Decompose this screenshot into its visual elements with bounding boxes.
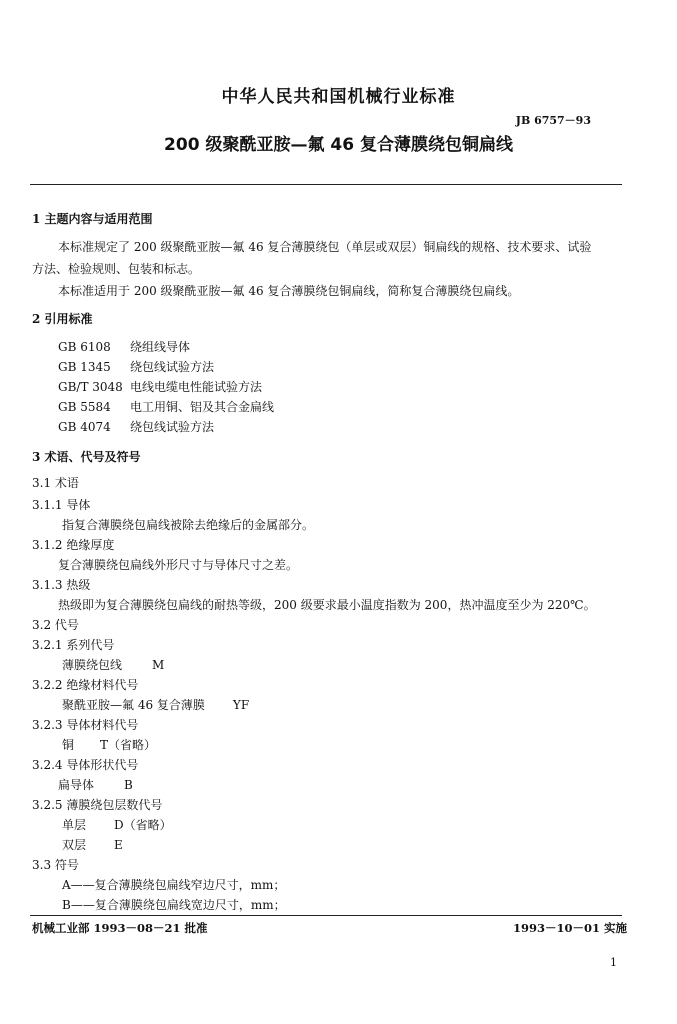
subsection-3-1-3-heading: 3.1.3 热级 <box>32 578 91 592</box>
bottom-divider <box>30 915 622 916</box>
reference-title: 绕包线试验方法 <box>130 360 215 374</box>
code-term: 聚酰亚胺—氟 46 复合薄膜 <box>62 698 205 712</box>
subsection-3-3-heading: 3.3 符号 <box>32 858 79 872</box>
page-number: 1 <box>610 956 617 969</box>
subsection-3-2-3-heading: 3.2.3 导体材料代号 <box>32 718 139 732</box>
reference-title: 电线电缆电性能试验方法 <box>130 380 263 394</box>
reference-code: GB/T 3048 <box>58 380 123 394</box>
section-2-heading: 2 引用标准 <box>32 312 93 326</box>
code-term: 双层 <box>62 838 87 852</box>
reference-title: 绕包线试验方法 <box>130 420 215 434</box>
code-row <box>62 836 123 853</box>
subsection-3-2-heading: 3.2 代号 <box>32 618 79 632</box>
section-3-heading: 3 术语、代号及符号 <box>32 450 141 464</box>
reference-code: GB 6108 <box>58 340 111 354</box>
symbol-b-definition: B——复合薄膜绕包扁线宽边尺寸，mm； <box>62 898 286 912</box>
reference-title: 绕组线导体 <box>130 340 191 354</box>
code-value: B <box>124 778 133 792</box>
reference-title: 电工用铜、铝及其合金扁线 <box>130 400 275 414</box>
reference-code: GB 4074 <box>58 420 111 434</box>
reference-item <box>58 418 214 435</box>
subsection-3-2-2-heading: 3.2.2 绝缘材料代号 <box>32 678 139 692</box>
subsection-3-2-1-heading: 3.2.1 系列代号 <box>32 638 115 652</box>
code-term: 薄膜绕包线 <box>62 658 123 672</box>
code-row <box>62 656 164 673</box>
code-row <box>62 816 172 833</box>
code-value: E <box>114 838 123 852</box>
section-1-paragraph-1-cont: 方法、检验规则、包装和标志。 <box>32 262 201 276</box>
subsection-3-2-5-heading: 3.2.5 薄膜绕包层数代号 <box>32 798 163 812</box>
code-row <box>62 736 156 753</box>
reference-code: GB 1345 <box>58 360 111 374</box>
issuing-organization: 中华人民共和国机械行业标准 <box>221 87 456 107</box>
code-value: D（省略） <box>114 818 172 832</box>
code-term: 扁导体 <box>58 778 95 792</box>
section-1-paragraph-2: 本标准适用于 200 级聚酰亚胺—氟 46 复合薄膜绕包铜扁线，简称复合薄膜绕包扁线。 <box>58 284 520 298</box>
subsection-3-1-2-heading: 3.1.2 绝缘厚度 <box>32 538 115 552</box>
standard-number: JB 6757－93 <box>515 114 591 127</box>
subsection-3-1-1-text: 指复合薄膜绕包扁线被除去绝缘后的金属部分。 <box>62 518 315 532</box>
subsection-3-1-1-heading: 3.1.1 导体 <box>32 498 91 512</box>
code-value: T（省略） <box>100 738 157 752</box>
symbol-a-definition: A——复合薄膜绕包扁线窄边尺寸，mm； <box>62 878 286 892</box>
subsection-3-2-4-heading: 3.2.4 导体形状代号 <box>32 758 139 772</box>
subsection-3-1-2-text: 复合薄膜绕包扁线外形尺寸与导体尺寸之差。 <box>58 558 299 572</box>
reference-item <box>58 378 262 395</box>
subsection-3-1-heading: 3.1 术语 <box>32 476 79 490</box>
code-term: 单层 <box>62 818 87 832</box>
reference-item <box>58 338 190 355</box>
code-term: 铜 <box>62 738 75 752</box>
code-value: M <box>152 658 165 672</box>
effective-date: 1993－10－01 实施 <box>512 921 627 935</box>
document-title: 200 级聚酰亚胺—氟 46 复合薄膜绕包铜扁线 <box>164 135 513 155</box>
top-divider <box>30 184 622 185</box>
section-1-paragraph-1: 本标准规定了 200 级聚酰亚胺—氟 46 复合薄膜绕包（单层或双层）铜扁线的规格、技术要求、试验 <box>58 240 592 254</box>
code-value: YF <box>232 698 250 712</box>
reference-item <box>58 358 214 375</box>
code-row <box>58 776 133 793</box>
subsection-3-1-3-text: 热级即为复合薄膜绕包扁线的耐热等级，200 级要求最小温度指数为 200，热冲温度至少为 220℃。 <box>58 598 596 612</box>
reference-item <box>58 398 274 415</box>
section-1-heading: 1 主题内容与适用范围 <box>32 212 153 226</box>
approval-date: 机械工业部 1993－08－21 批准 <box>32 921 208 935</box>
code-row <box>62 696 249 713</box>
reference-code: GB 5584 <box>58 400 111 414</box>
